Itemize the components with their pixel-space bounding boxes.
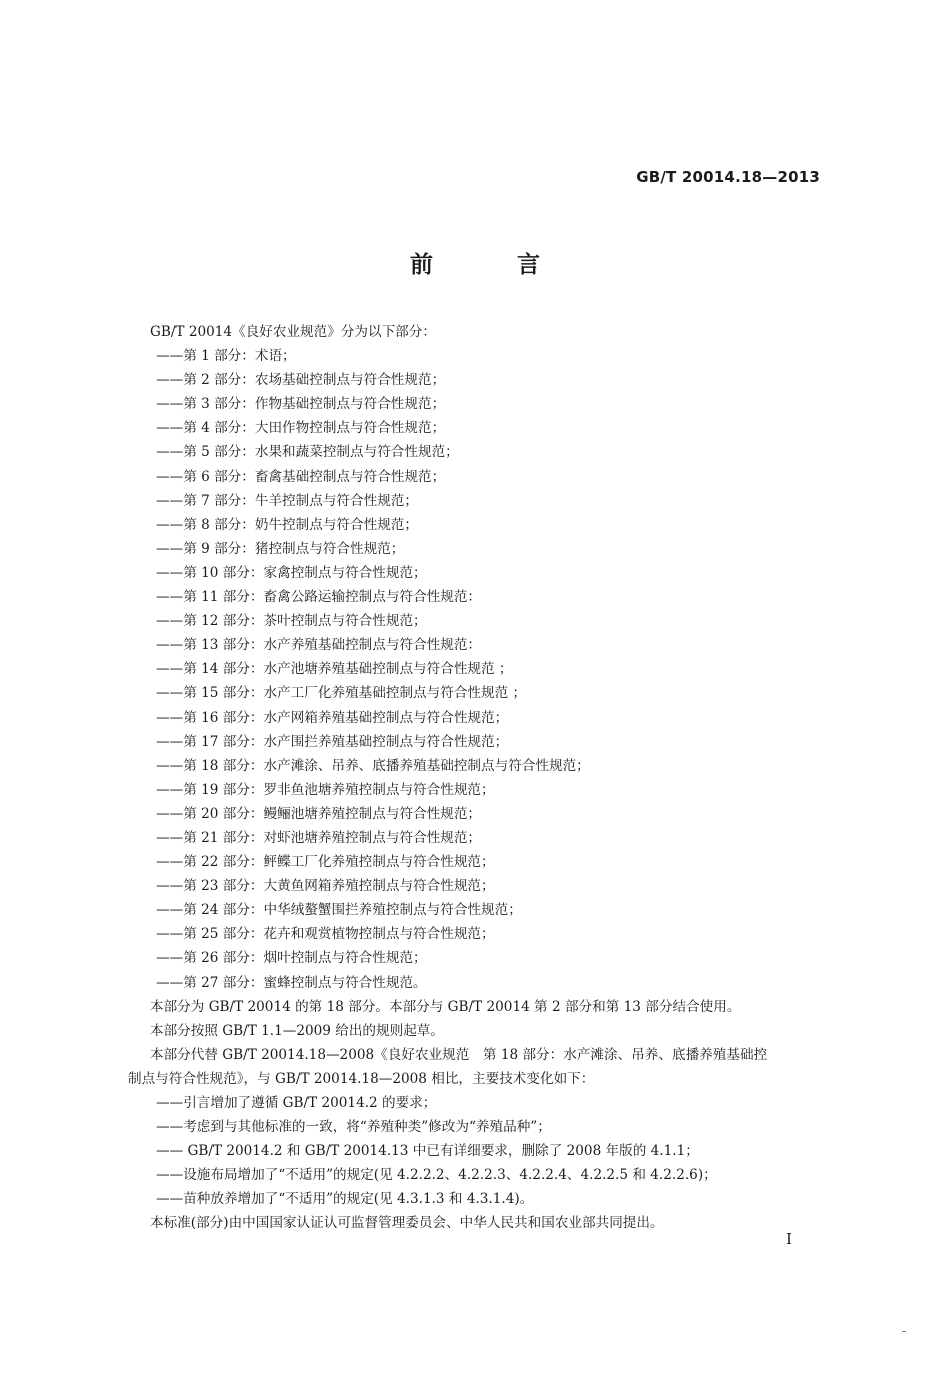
list-item: ——第 27 部分：蜜蜂控制点与符合性规范。 xyxy=(156,974,427,991)
list-item: ——第 13 部分：水产养殖基础控制点与符合性规范： xyxy=(156,637,482,654)
list-item: ——第 23 部分：大黄鱼网箱养殖控制点与符合性规范； xyxy=(156,878,495,895)
intro-text: GB/T 20014《良好农业规范》分为以下部分： xyxy=(150,324,436,340)
list-item: ——第 14 部分：水产池塘养殖基础控制点与符合性规范 ； xyxy=(156,661,513,678)
list-item: ——第 25 部分：花卉和观赏植物控制点与符合性规范； xyxy=(156,926,495,943)
list-item: ——第 3 部分：作物基础控制点与符合性规范； xyxy=(156,396,446,413)
replace-paragraph-line1: 本部分代替 GB/T 20014.18—2008《良好农业规范 第 18 部分：水产滩涂、吊养、底播养殖基础控 xyxy=(150,1046,768,1063)
standard-code: GB/T 20014.18—2013 xyxy=(636,168,820,186)
list-item: ——第 15 部分：水产工厂化养殖基础控制点与符合性规范 ； xyxy=(156,685,527,702)
list-item: ——第 19 部分：罗非鱼池塘养殖控制点与符合性规范； xyxy=(156,781,495,798)
list-item: ——设施布局增加了“不适用”的规定(见 4.2.2.2、4.2.2.3、4.2.2.4、4.2.2.5 和 4.2.2.6)； xyxy=(156,1167,717,1184)
page-number: I xyxy=(786,1230,792,1248)
replace-paragraph-line2: 制点与符合性规范》，与 GB/T 20014.18—2008 相比，主要技术变化如下： xyxy=(128,1070,595,1087)
parts-list xyxy=(122,344,822,995)
list-item: ——第 16 部分：水产网箱养殖基础控制点与符合性规范； xyxy=(156,709,509,726)
list-item: ——第 21 部分：对虾池塘养殖控制点与符合性规范； xyxy=(156,829,482,846)
list-item: ——第 6 部分：畜禽基础控制点与符合性规范； xyxy=(156,468,446,485)
list-item: ——第 18 部分：水产滩涂、吊养、底播养殖基础控制点与符合性规范； xyxy=(156,757,590,774)
list-item: ——第 20 部分：鳗鲡池塘养殖控制点与符合性规范； xyxy=(156,805,482,822)
corner-mark: - xyxy=(902,1324,907,1338)
list-item: ——第 10 部分：家禽控制点与符合性规范； xyxy=(156,564,427,581)
list-item: ——第 7 部分：牛羊控制点与符合性规范； xyxy=(156,492,418,509)
document-body xyxy=(122,320,822,1236)
list-item: ——考虑到与其他标准的一致，将“养殖种类”修改为“养殖品种”； xyxy=(156,1119,551,1136)
proposer-paragraph: 本标准(部分)由中国国家认证认可监督管理委员会、中华人民共和国农业部共同提出。 xyxy=(150,1215,664,1232)
list-item: ——第 24 部分：中华绒螯蟹围拦养殖控制点与符合性规范； xyxy=(156,902,522,919)
list-item: ——第 4 部分：大田作物控制点与符合性规范； xyxy=(156,420,446,437)
list-item: —— GB/T 20014.2 和 GB/T 20014.13 中已有详细要求，删除了 2008 年版的 4.1.1； xyxy=(156,1143,699,1160)
list-item: ——第 5 部分：水果和蔬菜控制点与符合性规范； xyxy=(156,444,459,461)
list-item: ——苗种放养增加了“不适用”的规定(见 4.3.1.3 和 4.3.1.4)。 xyxy=(156,1191,534,1208)
relation-paragraph: 本部分为 GB/T 20014 的第 18 部分。本部分与 GB/T 20014 第 2 部分和第 13 部分结合使用。 xyxy=(150,998,741,1015)
list-item: ——第 9 部分：猪控制点与符合性规范； xyxy=(156,540,405,557)
changes-list xyxy=(122,1091,822,1211)
page-title: 前 言 xyxy=(409,252,578,278)
list-item: ——第 26 部分：烟叶控制点与符合性规范； xyxy=(156,950,427,967)
list-item: ——第 2 部分：农场基础控制点与符合性规范； xyxy=(156,372,446,389)
list-item: ——第 17 部分：水产围拦养殖基础控制点与符合性规范； xyxy=(156,733,509,750)
drafting-paragraph: 本部分按照 GB/T 1.1—2009 给出的规则起草。 xyxy=(150,1022,444,1039)
list-item: ——第 8 部分：奶牛控制点与符合性规范； xyxy=(156,516,418,533)
list-item: ——第 22 部分：鲆鲽工厂化养殖控制点与符合性规范； xyxy=(156,854,495,871)
list-item: ——第 11 部分：畜禽公路运输控制点与符合性规范： xyxy=(156,589,482,606)
list-item: ——第 12 部分：茶叶控制点与符合性规范； xyxy=(156,613,427,630)
list-item: ——引言增加了遵循 GB/T 20014.2 的要求； xyxy=(156,1095,437,1111)
list-item: ——第 1 部分：术语； xyxy=(156,348,296,365)
